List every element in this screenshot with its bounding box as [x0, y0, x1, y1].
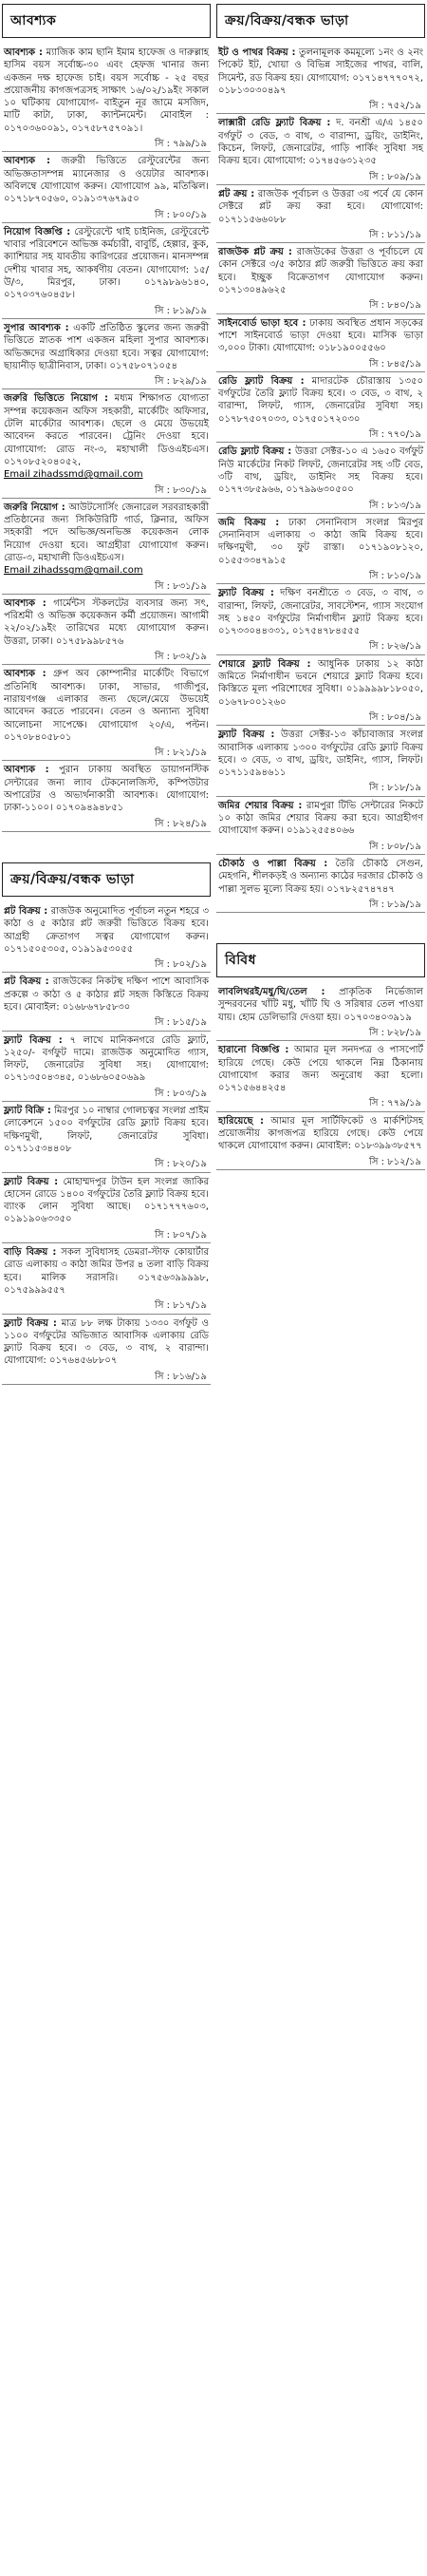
ads-list-kroy-bikroy-right — [216, 44, 425, 913]
classified-ad — [2, 319, 211, 389]
ad-code: সি : ৮১০/১৯ — [368, 570, 421, 581]
ad-heading: ফ্ল্যাট বিক্রয় : — [4, 1176, 59, 1187]
ads-list-kroy-bikroy — [2, 902, 211, 1385]
ad-heading: ইট ও পাথর বিক্রয় : — [218, 47, 296, 58]
classified-ad — [216, 1112, 425, 1170]
ad-body: আমার মূল সনদপত্র ও পাসপোর্ট হারিয়ে গেছে। কেউ পেয়ে থাকলে নিম্ন ঠিকানায় যোগাযোগ করার জন্য অনুরোধ করা হলো। ০১৭১৫৬৪৪২৫৪ — [218, 1045, 423, 1094]
classified-ad — [216, 584, 425, 654]
ad-heading: আবশ্যক : — [4, 597, 46, 609]
section-header-kroy-bikroy-right: ক্রয়/বিক্রয়/বন্ধক ভাড়া — [216, 4, 425, 38]
section-header-abosshok: আবশ্যক — [2, 4, 211, 38]
ad-body: গার্মেন্টস স্টকলটের ব্যবসার জন্য সৎ, পরিশ্রমী ও অভিজ্ঞ কয়েকজন কর্মী প্রয়োজন। আগামী ২২/০২/১৯ইং তারিখের মধ্যে যোগাযোগ করুন। উত্তরা, ঢাকা। ০১৭৫৮৯৯৮৫৭৬ — [4, 597, 209, 647]
section-header-kroy-bikroy: ক্রয়/বিক্রয়/বন্ধক ভাড়া — [2, 862, 211, 897]
ad-body: জরুরী ভিত্তিতে রেস্টুরেন্টের জন্য অভিজ্ঞতাসম্পন্ন ম্যানেজার ও ওয়েটার আবশ্যক। অবিলম্বে যোগাযোগ করুন। যোগাযোগ ৯৯, মতিঝিল। ০১৭১৮৭০৫৬০, ০১৯১৩৭৬৭৯৫০ — [4, 156, 210, 205]
ad-body: মাদারটেক চৌরাস্তায় ১৩৫০ বর্গফুটের তৈরি ফ্ল্যাট বিক্রয় হবে। ৩ বেড, ৩ বাথ, ২ বারান্দা, লিফট, গ্যাস, জেনারেটর সুবিধা সহ। ০১৭৮৭৫০৭০৩৩, ০১৭৫০১৭২০৩০ — [218, 375, 423, 425]
ad-body: ঢাকা সেনানিবাস সংলগ্ন মিরপুর সেনানিবাস এলাকায় ৩ কাঠা জমি বিক্রয় হবে। দক্ষিণমুখী, ৩০ ফুট রাস্তা। ০১৭১৯০৮১২০, ০১৫৫৩৩৪৭৯১৫ — [218, 517, 423, 566]
classified-ad — [2, 1173, 211, 1243]
ad-heading: সুপার আবশ্যক : — [4, 322, 69, 333]
classified-ad — [2, 973, 211, 1031]
ad-body: আমার মূল সার্টিফিকেট ও মার্কশিটসহ প্রয়োজনীয় কাগজপত্র হারিয়ে গেছে। কেউ পেয়ে থাকলে যোগাযোগ করুন। মোবাইল: ০১৮৩৯৯৩৮৫৭৭ — [218, 1115, 423, 1152]
ad-heading: ফ্ল্যাট বিক্রি : — [4, 1106, 51, 1117]
ad-body: মধ্যম শিক্ষাগত যোগ্যতা সম্পন্ন কয়েকজন অফিস সহকারী, মার্কেটিং অফিসার, টেলি মার্কেটার আবশ্যক। ছেলে ও মেয়ে উভয়েই আবেদন করতে পারবেন। ট্রেনিং দেওয়া হবে। যোগাযোগ: রোড নং-৩, মহাখালী ডিওএইচএস। ০১৭০৮৫২০৪০৫২, — [4, 393, 209, 467]
ad-code: সি : ৮০০/১৯ — [154, 209, 207, 220]
classified-ad — [216, 243, 425, 313]
ad-body: আধুনিক ঢাকায় ১২ কাঠা জমিতে নির্মাণাধীন ভবনে শেয়ারে ফ্ল্যাট বিক্রয় হবে। কিস্তিতে মূল্য পরিশোধের সুবিধা। ০১৯৯৯৯৮১৮০৫০, ০১৬৭৮০০১২৬০ — [218, 658, 423, 708]
ads-list-abosshok — [2, 44, 211, 832]
ad-code: সি : ৮৩০/১৯ — [154, 484, 207, 496]
ad-code: সি : ৮১৮/১৯ — [368, 783, 421, 794]
ad-heading: সাইনবোর্ড ভাড়া হবে : — [218, 317, 306, 329]
ad-code: সি : ৮২০/১৯ — [154, 1159, 207, 1170]
classified-ad — [2, 1243, 211, 1314]
ad-code: সি : ৮১৯/১৯ — [154, 305, 207, 316]
ad-heading: জরুরি নিয়োগ : — [4, 502, 65, 513]
classified-ad — [216, 797, 425, 855]
ad-heading: ফ্ল্যাট বিক্রয় : — [4, 1034, 63, 1046]
ad-body: তুলনামূলক কমমূল্যে ১নং ও ২নং পিকেট ইট, খোয়া ও বিভিন্ন সাইজের পাথর, বালি, সিমেন্ট, রড বিক্রয় হয়। যোগাযোগ: ০১৭১৪৭৭৭০৭২, ০১৮১৩০৩০৪৯৭ — [218, 47, 424, 96]
ad-body: সকল সুবিধাসহ ডেমরা-স্টাফ কোয়ার্টার রোড এলাকায় ৩ কাঠা জমির উপর ৪ তলা বাড়ি বিক্রয় হবে। মালিক সরাসরি। ০১৭৫৬৩৯৯৯৯৮, ০১৭৫৯৯৯৫৫৭ — [4, 1247, 210, 1296]
ad-code: সি : ৮৪০/১৯ — [368, 300, 421, 312]
classified-ad — [216, 1041, 425, 1111]
ad-code: সি : ৭৯৯/১৯ — [154, 139, 207, 150]
classified-ad — [216, 372, 425, 443]
ad-code: সি : ৮০৭/১৯ — [154, 1229, 207, 1241]
ad-heading: জরুরি ভিত্তিতে নিয়োগ : — [4, 393, 108, 405]
ad-body: উত্তরা সেক্টর-১০ এ ১৬৫০ বর্গফুট নিউ মার্কেটের নিকট লিফট, জেনারেটর সহ ৩টি বেড, ৩টি বাথ, ড্রয়িং, ডাইনিং সহ বিক্রয় হবে। ০১৭৭৩৮৫৯৬৬, ০১৭৯৯৬৩০৫০০ — [218, 446, 423, 496]
ad-body: পুরান ঢাকায় অবস্থিত ডায়াগনস্টিক সেন্টারের জন্য ল্যাব টেকনোলজিস্ট, কম্পিউটার অপারেটর ও অভ্যর্থনাকারী আবশ্যক। যোগাযোগ: ঢাকা-১১০০। ০১৭০৯৪৯৪৮৫১ — [4, 765, 209, 814]
classified-ad — [216, 114, 425, 184]
ad-heading: লাবলিথরই/মধু/ঘি/তেল : — [218, 987, 325, 998]
classified-ad — [216, 314, 425, 372]
ad-body: রেস্টুরেন্টে থাই চাইনিজ, রেস্টুরেন্টে খাবার পরিবেশনে অভিজ্ঞ কর্মচারী, বাবুর্চি, হেল্পার, কুক, ক্যাশিয়ার সহ যাবতীয় কারিগরের প্রয়োজন। মানসম্পন্ন দেশীয় খাবার সহ, আকর্ষণীয় বেতন। যোগাযোগ: ১৫/উ/৩, মিরপুর, ঢাকা। ০১৭৯৮৯৬১৪০, ০১৭০৩৭৬০৪৫৮। — [4, 226, 209, 301]
ad-heading: শেয়ারে ফ্ল্যাট বিক্রয় : — [218, 658, 311, 670]
ad-heading: চৌকাঠ ও পাল্লা বিক্রয় : — [218, 858, 328, 869]
classified-ad — [216, 855, 425, 913]
ad-heading: আবশ্যক : — [4, 765, 49, 776]
ad-heading: রাজউক প্লট ক্রয় : — [218, 247, 292, 258]
ad-heading: আবশ্যক : — [4, 47, 43, 58]
ad-body: ম্যাজিক কাম ছানি ইমাম হাফেজ ও দারুল্লাহ হাসিম বয়স সর্বোচ্চ-৩০ এবং হেফজ খানার জন্য একজন দক্ষ হাফেজ চাই। বয়স সর্বোচ্চ - ২৫ বছর প্রয়োজনীয় কাগজপত্রসহ সাক্ষাৎ ১৬/০২/১৯ইং সকাল ১০ ঘটিকায় যোগাযোগ- বাইতুন নূর জামে মসজিদ, মাটি কাটা, ঢাকা, ক্যান্টনমেন্ট। মোবাইল : ০১৭০৩৬০০৯১, ০১৭৫৮৭৫৭০৯১। — [4, 47, 209, 134]
ad-body: প্রাকৃতিক নির্ভেজাল সুন্দরবনের খাঁটি মধু, খাঁটি ঘি ও সরিষার তেল পাওয়া যায়। হোম ডেলিভারি দেওয়া হয়। ০১৭০৩৪০৩৯১৯ — [218, 987, 423, 1023]
ad-code: সি : ৮১২/১৯ — [368, 1156, 421, 1167]
ad-code: সি : ৮১১/১৯ — [368, 229, 421, 240]
ad-code: সি : ৮১৫/১৯ — [154, 1017, 207, 1029]
ad-code: সি : ৮৪৫/১৯ — [368, 358, 421, 369]
ad-code: সি : ৮১৭/১৯ — [154, 1300, 207, 1312]
ad-body: দ. বনশ্রী এ/এ ১৪৫০ বর্গফুট ৩ বেড, ৩ বাথ, ৩ বারান্দা, ড্রয়িং, ডাইনিং, কিচেন, লিফট, জেনারেটর, গাড়ি পার্কিং সুবিধা সহ বিক্রয় হবে। যোগাযোগ: ০১৭৪৫৬৩১২৩৫ — [218, 118, 423, 167]
ad-heading: রেডি ফ্ল্যাট বিক্রয় : — [218, 375, 305, 387]
ad-heading: লাক্সারী রেডি ফ্ল্যাট বিক্রয় : — [218, 118, 331, 129]
ad-heading: প্লট ক্রয় : — [218, 188, 255, 199]
ad-body: গ্রুপ অব কোম্পানীর মার্কেটিং বিভাগে প্রতিনিধি আবশ্যক। ঢাকা, সাভার, গাজীপুর, নারায়ণগঞ্জ এলাকার জন্য ছেলে/মেয়ে উভয়েই আবেদন করতে পারবেন। বেতন ও অন্যান্য সুবিধা আলোচনা সাপেক্ষে। যোগাযোগ ২০/এ, পল্টন। ০১৭০৮৪০৫৮০১ — [4, 669, 210, 743]
ad-heading: নিয়োগ বিজ্ঞপ্তি : — [4, 226, 71, 237]
ad-heading: ফ্ল্যাট বিক্রয় : — [4, 1317, 57, 1329]
classified-ad — [216, 443, 425, 513]
ad-body: রাজউকের উত্তরা ও পূর্বাচলে যে কোন সেক্টরে ৩/৫ কাঠার প্লট জরুরী ভিত্তিতে ক্রয় করা হবে। ইচ্ছুক বিক্রেতাগণ যোগাযোগ করুন। ০১৭১৩০৪৯৬২৫ — [218, 247, 423, 296]
classified-ad — [216, 514, 425, 584]
left-column — [2, 2, 211, 2576]
classified-ad — [2, 595, 211, 665]
classified-ad — [216, 983, 425, 1041]
classified-ad — [2, 223, 211, 319]
ad-code: সি : ৮২৯/১৯ — [154, 376, 207, 388]
ad-code: সি : ৮০৯/১৯ — [368, 171, 421, 182]
column-spacer — [2, 832, 211, 861]
ad-body: দক্ষিণ বনশ্রীতে ৩ বেড, ৩ বাথ, ৩ বারান্দা, লিফট, জেনারেটর, সাবস্টেশন, গ্যাস সংযোগ সহ ১৪৫০ বর্গফুটের নির্মাণাধীন ফ্ল্যাট বিক্রয় হবে। ০১৭৩৩০৪৪৩৩১, ০১৭৫৪৭৮৪৫৫৫ — [218, 588, 423, 637]
ad-body: উত্তরা সেক্টর-১৩ কাঁচাবাজার সংলগ্ন আবাসিক এলাকায় ১৩০০ বর্গফুটের রেডি ফ্ল্যাট বিক্রয় হবে। ৩ বেড, ৩ বাথ, ড্রয়িং, ডাইনিং, গ্যাস, লিফট। ০১৭১১৫৯৪৬১১ — [218, 729, 423, 779]
ad-code: সি : ৮২৪/১৯ — [154, 818, 207, 829]
ad-heading: জমির শেয়ার বিক্রয় : — [218, 800, 303, 811]
classified-ad — [2, 44, 211, 152]
ad-body: রাজউক পূর্বাচল ও উত্তরা ৩য় পর্বে যে কোন সেক্টরে প্লট ক্রয় করা হবে। যোগাযোগ: ০১৭১১৫৬৬০৮৮ — [218, 188, 423, 225]
classified-ad — [2, 389, 211, 498]
ad-email-link[interactable]: Email zihadssmd@gmail.com — [4, 469, 143, 481]
ad-email-link[interactable]: Email zihadssgm@gmail.com — [4, 565, 143, 577]
ad-code: সি : ৮০৪/১৯ — [368, 711, 421, 723]
ad-body: রামপুরা টিভি সেন্টারের নিকটে ১০ কাঠা জমির শেয়ার বিক্রয় করা হবে। আগ্রহীগণ যোগাযোগ করুন। ০১৯১২৫৫৪০৬৬ — [218, 800, 423, 837]
ad-code: সি : ৮১৩/১৯ — [368, 500, 421, 511]
ad-body: তৈরি চৌকাঠ সেগুন, মেহগনি, শীলকড়ই ও অন্যান্য কাঠের দরজার চৌকাঠ ও পাল্লা সুলভ মূল্যে বিক্রয় হয়। ০১৭৮২৫৭৪৭৪৭ — [218, 858, 423, 895]
ad-heading: আবশ্যক : — [4, 156, 51, 167]
ad-code: সি : ৭৭০/১৯ — [368, 429, 421, 441]
ad-code: সি : ৭৭৯/১৯ — [368, 1098, 421, 1109]
ad-code: সি : ৮২৮/১৯ — [368, 1028, 421, 1038]
ad-heading: হারিয়েছে : — [218, 1115, 265, 1127]
classified-ad — [2, 1032, 211, 1102]
classified-ad — [2, 665, 211, 761]
classified-ad — [216, 655, 425, 726]
right-column — [216, 2, 425, 2576]
ad-code: সি : ৮৩১/১৯ — [154, 580, 207, 592]
ad-code: সি : ৮১৬/১৯ — [154, 1371, 207, 1382]
classified-ad — [216, 726, 425, 796]
classified-ad — [2, 152, 211, 222]
ad-body: ৭ লাখে মানিকনগরে রেডি ফ্ল্যাট, ১২৫০/- বর্গফুট দামে। রাজউক অনুমোদিত গ্যাস, লিফট, জেনারেটর সুবিধা সহ। যোগাযোগ: ০১৭১৩৫০৪৩৪৫, ০১৬৮৬০৫০৬৯৯ — [4, 1034, 209, 1084]
ad-body: মোহাম্মদপুর টাউন হল সংলগ্ন জাকির হোসেন রোডে ১৪০০ বর্গফুটের তৈরি ফ্ল্যাট বিক্রয় হবে। ব্যাংক লোন সুবিধা আছে। ০১৭১৭৭৭৬০৩, ০১৯১৯০৬৩৩৫০ — [4, 1176, 209, 1225]
ad-heading: ফ্ল্যাট বিক্রয় : — [218, 588, 274, 599]
ad-heading: ফ্ল্যাট বিক্রয় : — [218, 729, 275, 741]
ad-code: সি : ৮২১/১৯ — [154, 748, 207, 759]
ad-body: মাত্র ৮৮ লক্ষ টাকায় ১৩৩০ বর্গফুট ও ১১০০ বর্গফুটের অভিজাত আবাসিক এলাকায় রেডি ফ্ল্যাট বিক্রয় হবে। ৩ বেড, ৩ বাথ, ২ বারান্দা। যোগাযোগ: ০১৭৬৪৫৬৮৮০৭ — [4, 1317, 209, 1367]
ad-code: সি : ৮০২/১৯ — [154, 959, 207, 971]
ad-code: সি : ৮৩২/১৯ — [154, 652, 207, 663]
classified-ad — [2, 902, 211, 973]
ad-heading: প্লট বিক্রয় : — [4, 976, 49, 988]
ad-code: সি : ৮১৯/১৯ — [368, 899, 421, 910]
ad-heading: আবশ্যক : — [4, 669, 46, 680]
classified-ad — [2, 761, 211, 831]
ad-code: সি : ৭৫২/১৯ — [368, 101, 421, 112]
ad-heading: বাড়ি বিক্রয় : — [4, 1247, 57, 1259]
ads-list-bibidho — [216, 983, 425, 1170]
classified-ad — [2, 1102, 211, 1172]
classified-ad — [216, 185, 425, 243]
ad-body: মিরপুর ১০ নাম্বার গোলচত্বর সংলগ্ন প্রাইম লোকেশনে ১৫০০ বর্গফুটের রেডি ফ্ল্যাট বিক্রয় হবে। দক্ষিণমুখী, লিফট, জেনারেটর সুবিধা। ০১৭১১৫৩৪৪০৮ — [4, 1106, 209, 1154]
classified-ad — [216, 44, 425, 114]
classified-ad — [2, 1315, 211, 1385]
ad-heading: প্লট বিক্রয় : — [4, 905, 48, 917]
section-header-bibidho: বিবিধ — [216, 943, 425, 977]
ad-heading: হারানো বিজ্ঞপ্তি : — [218, 1045, 289, 1056]
ad-code: সি : ৮২৬/১৯ — [368, 641, 421, 653]
ad-body: রাজউকের নিকটস্থ দক্ষিণ পাশে আবাসিক প্রকল্পে ৩ কাঠা ও ৫ কাঠার প্লট সহজ কিস্তিতে বিক্রয় হবে। মোবাইল: ০১৬৮৬৭৮৫৮৩০ — [4, 976, 209, 1013]
ad-body: ঢাকায় অবস্থিত প্রধান সড়কের পাশে সাইনবোর্ড ভাড়া দেওয়া হবে। মাসিক ভাড়া ৩,০০০ টাকা। যোগাযোগ: ০১৮১৯০০৫৫৬০ — [218, 317, 423, 354]
ad-body: রাজউক অনুমোদিত পূর্বাচল নতুন শহরে ৩ কাঠা ও ৫ কাঠার প্লট জরুরী ভিত্তিতে বিক্রয় হবে। আগ্রহী ক্রেতাগণ সত্বর যোগাযোগ করুন। ০১৭১৫০৫৩০৫, ০১৯১৯৫৩০৫৫ — [4, 905, 209, 955]
classified-ad — [2, 499, 211, 595]
ad-heading: রেডি ফ্ল্যাট বিক্রয় : — [218, 446, 292, 458]
ad-heading: জমি বিক্রয় : — [218, 517, 280, 528]
ad-code: সি : ৮০৩/১৯ — [154, 1088, 207, 1099]
ad-body: আউটসোর্সিং জেনারেল সরবরাহকারী প্রতিষ্ঠানের জন্য সিকিউরিটি গার্ড, ক্লিনার, অফিস সহকারী পদে অভিজ্ঞ/অনভিজ্ঞ কয়েকজন লোক নিয়োগ দেওয়া হবে। আগ্রহীরা যোগাযোগ করুন। রোড-৩, মহাখালী ডিওএইচএস। — [4, 502, 209, 563]
column-spacer — [216, 913, 425, 941]
ad-code: সি : ৮০৮/১৯ — [368, 841, 421, 852]
ad-body: একটি প্রতিষ্ঠিত স্কুলের জন্য জরুরী ভিত্তিতে স্নাতক পাশ একজন মহিলা সুপার আবশ্যক। অভিজ্ঞদের অগ্রাধিকার দেওয়া হবে। সত্বর যোগাযোগ: ছায়ানীড় ছাত্রীনিবাস, ঢাকা। ০১৭৫৮০৭১০৫৪ — [4, 322, 209, 371]
